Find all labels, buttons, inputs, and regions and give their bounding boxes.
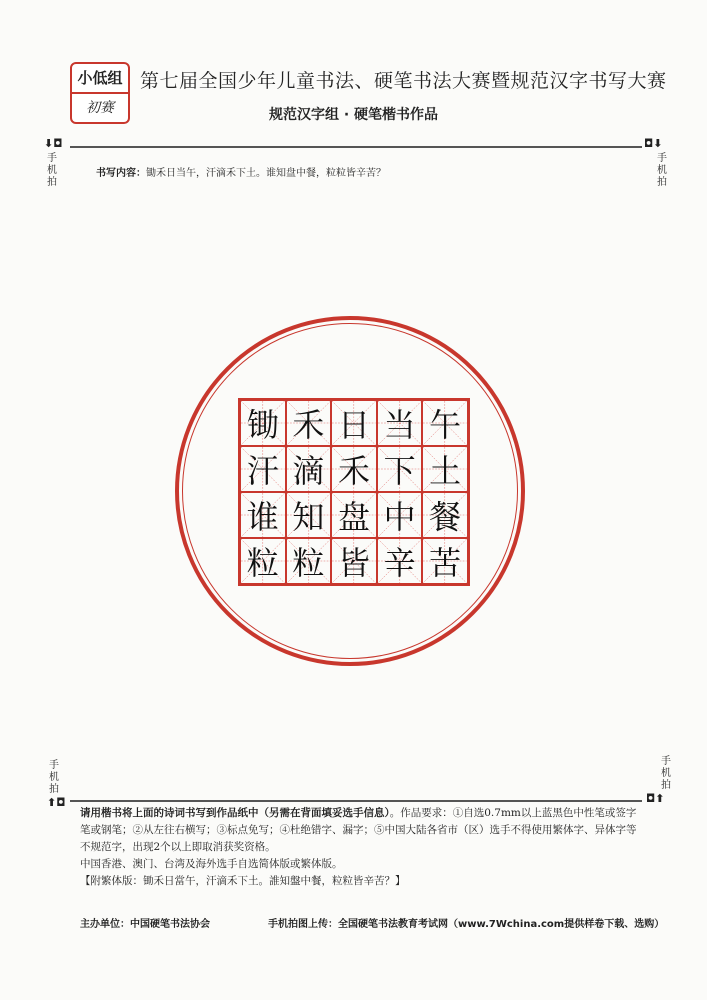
grid-cell xyxy=(240,446,286,492)
grid-char: 知 xyxy=(292,498,325,536)
bottom-rule xyxy=(70,800,642,802)
grid-char: 中 xyxy=(383,498,416,536)
grid-char: 粒 xyxy=(292,544,325,582)
content-text: 锄禾日当午，汗滴禾下土。谁知盘中餐，粒粒皆辛苦？ xyxy=(146,168,386,179)
upload-info: 手机拍图上传：全国硬笔书法教育考试网（www.7Wchina.com提供样卷下载、选购） xyxy=(268,919,665,930)
grid-char: 下 xyxy=(383,452,416,490)
phone-label-left: 手机拍 xyxy=(47,153,57,188)
camera-icon: ◘⬇ xyxy=(644,137,663,150)
content-line xyxy=(96,164,386,179)
grid-cell xyxy=(331,400,377,446)
instructions-body: 。作品要求：①自选0.7mm以上蓝黑色中性笔或签字笔或钢笔；②从左往右横写；③标点免写；④杜绝错字、漏字；⑤中国大陆各省市（区）选手不得使用繁体字、异体字等不规范字，出现2个以上即取消获奖资格。 xyxy=(80,807,637,853)
grid-char: 粒 xyxy=(246,544,279,582)
phone-label-left-bottom: 手机拍 xyxy=(49,760,59,795)
camera-icon: ◘⬆ xyxy=(646,792,665,805)
stage-label: 初赛 xyxy=(86,100,114,116)
grid-cell xyxy=(240,492,286,538)
content-label: 书写内容： xyxy=(96,168,146,179)
grid-char: 禾 xyxy=(337,452,370,490)
grid-cell xyxy=(286,446,332,492)
grid-cell xyxy=(422,446,468,492)
grid-char: 日 xyxy=(337,406,370,444)
grid-char: 皆 xyxy=(337,544,370,582)
writing-grid xyxy=(238,398,470,586)
grid-char: 苦 xyxy=(429,544,462,582)
grid-char: 餐 xyxy=(429,498,462,536)
grid-cell xyxy=(286,400,332,446)
grid-char: 当 xyxy=(383,406,416,444)
grid-char: 午 xyxy=(429,406,462,444)
grid-char: 汗 xyxy=(246,452,279,490)
grid-char: 锄 xyxy=(246,406,279,444)
instructions-hk-note: 中国香港、澳门、台湾及海外选手自选简体版或繁体版。 xyxy=(80,858,343,870)
grid-cell xyxy=(286,538,332,584)
grid-cell xyxy=(331,492,377,538)
grid-cell xyxy=(240,400,286,446)
traditional-version: 【附繁体版：锄禾日當午，汗滴禾下土。誰知盤中餐，粒粒皆辛苦？】 xyxy=(80,875,406,887)
grid-char: 土 xyxy=(429,452,462,490)
instructions-lead: 请用楷书将上面的诗词书写到作品纸中（另需在背面填妥选手信息） xyxy=(80,807,390,819)
grid-char: 谁 xyxy=(246,498,279,536)
grid-cell xyxy=(422,400,468,446)
grid-cell xyxy=(422,538,468,584)
grid-char: 辛 xyxy=(383,544,416,582)
camera-icon: ⬆◘ xyxy=(47,796,66,809)
page-subtitle: 规范汉字组 · 硬笔楷书作品 xyxy=(268,107,439,123)
camera-icon: ⬇◘ xyxy=(44,137,63,150)
organizer: 主办单位：中国硬笔书法协会 xyxy=(80,919,210,930)
instructions xyxy=(80,805,640,890)
grid-cell xyxy=(331,538,377,584)
grid-char: 禾 xyxy=(292,406,325,444)
grid-cell xyxy=(377,400,423,446)
grid-cell xyxy=(377,446,423,492)
grid-cell xyxy=(240,538,286,584)
page-title: 第七届全国少年儿童书法、硬笔书法大赛暨规范汉字书写大赛 xyxy=(140,70,667,92)
grid-cell xyxy=(331,446,377,492)
phone-label-right: 手机拍 xyxy=(657,153,667,188)
grid-char: 盘 xyxy=(337,498,370,536)
group-label: 小低组 xyxy=(72,64,128,94)
top-rule xyxy=(70,146,642,148)
grid-cell xyxy=(286,492,332,538)
phone-label-right-bottom: 手机拍 xyxy=(661,756,671,791)
grid-cell xyxy=(377,538,423,584)
grid-char: 滴 xyxy=(292,452,325,490)
grid-cell xyxy=(422,492,468,538)
grid-cell xyxy=(377,492,423,538)
